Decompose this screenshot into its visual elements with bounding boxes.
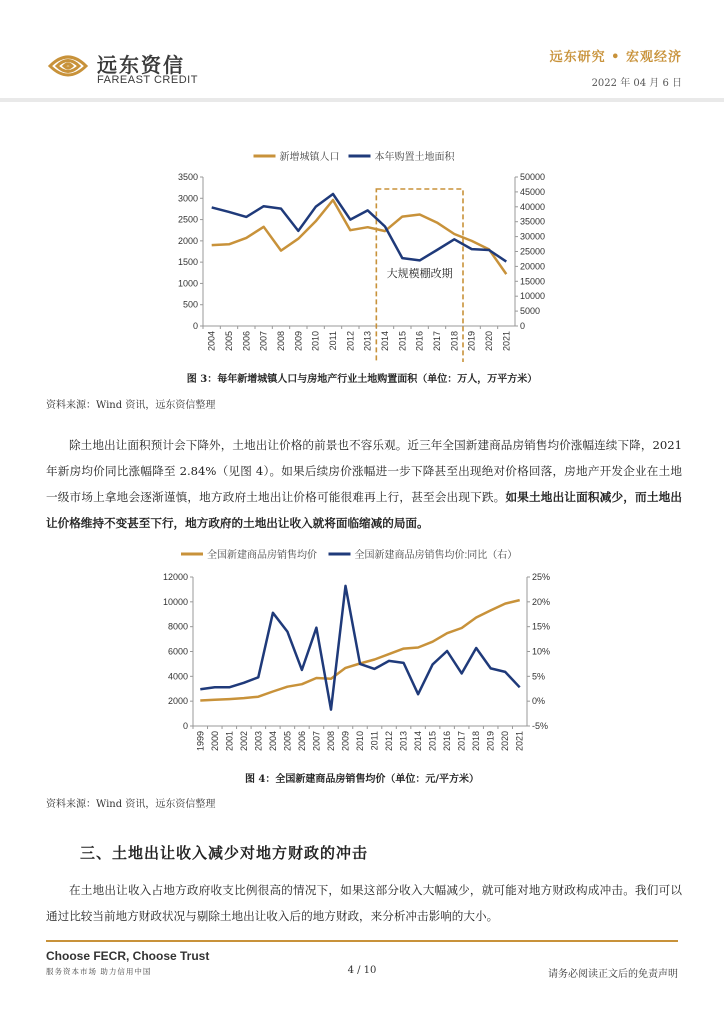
fig4-x-tick-label: 2009 [340,731,351,752]
fig4-left-tick-label: 12000 [162,572,188,582]
fig4-x-tick-label: 2008 [325,731,336,752]
figure4-caption: 图 4：全国新建商品房销售均价（单位：元/平方米） [244,774,480,785]
fig3-x-tick-label: 2018 [449,331,460,352]
fig3-x-tick-label: 2010 [310,331,321,352]
fig4-right-tick-label: 5% [532,671,546,682]
fig4-x-tick-label: 2021 [514,731,525,752]
fig3-x-tick-label: 2006 [241,331,252,352]
fig3-right-tick-label: 10000 [520,291,546,302]
fig3-left-tick-label: 0 [192,321,198,331]
header-divider [0,98,724,102]
fig4-x-tick-label: 2004 [267,731,278,752]
paragraph-land-price [46,432,682,536]
fig3-left-tick-label: 3000 [177,193,198,204]
fig4-x-tick-label: 2014 [413,731,424,752]
fig3-left-tick-label: 2500 [177,214,198,225]
fig3-x-tick-label: 2019 [466,331,477,352]
report-date: 2022 年 04 月 6 日 [591,78,682,89]
fig3-x-tick-label: 2016 [414,331,425,352]
fig3-x-tick-label: 2015 [397,331,408,352]
footer-divider [46,940,678,942]
fig3-x-tick-label: 2020 [484,331,494,352]
fig4-x-tick-label: 2007 [311,731,322,752]
fig3-right-tick-label: 25000 [520,246,546,257]
footer-subslogan: 服务资本市场 助力信用中国 [46,967,152,976]
fig3-left-tick-label: 1000 [177,278,198,289]
fig4-x-tick-label: 2020 [500,731,511,752]
section-title: 三、土地出让收入减少对地方财政的冲击 [80,844,369,862]
fig3-x-tick-label: 2009 [293,331,304,352]
fig3-x-tick-label: 2014 [380,331,390,352]
paragraph-fiscal-impact: 在土地出让收入占地方政府收支比例很高的情况下，如果这部分收入大幅减少，就可能对地方财政构成冲击。我们可以通过比较当前地方财政状况与剔除土地出让收入后的地方财政，来分析冲击影响的大小。 [46,883,682,923]
fig3-left-tick-label: 1500 [177,257,198,268]
report-series: 远东研究 • 宏观经济 [549,50,682,65]
fig4-x-tick-label: 2018 [471,731,482,752]
fig3-right-tick-label: 35000 [520,216,546,227]
fig4-x-tick-label: 2011 [369,731,380,751]
figure3-caption: 图 3：每年新增城镇人口与房地产行业土地购置面积（单位：万人，万平方米） [186,374,538,385]
fig4-left-tick-label: 2000 [167,696,188,707]
fig4-x-tick-label: 2012 [384,731,395,752]
paragraph-land-price-text: 除土地出让面积预计会下降外，土地出让价格的前景也不容乐观。近三年全国新建商品房销售均价涨幅连续下降，2021 年新房均价同比涨幅降至 2.84%（见图 4）。如果后续房价涨幅进一步下降甚至出现绝对价格回落，房地产开发企业在土地一级市场上拿地会逐渐谨慎，地方政府土地出让价格可能很难再上行，甚至会出现下跌。 [46,438,682,504]
fig3-x-tick-label: 2012 [345,331,356,352]
logo-english: FAREAST CREDIT [97,74,198,86]
fig3-x-tick-label: 2004 [206,331,217,352]
fig4-x-tick-label: 2016 [442,731,453,752]
fig3-x-tick-label: 2005 [224,331,234,352]
fig3-left-tick-label: 2000 [177,235,198,246]
fig4-x-tick-label: 2015 [427,731,438,752]
fig4-x-tick-label: 2017 [456,731,467,752]
fig3-left-tick-label: 3500 [177,172,198,182]
fig4-x-tick-label: 2013 [398,731,409,752]
fig4-left-tick-label: 8000 [167,621,188,632]
fig4-right-tick-label: 15% [532,621,551,632]
fareast-logo-icon [44,46,92,86]
footer-disclaimer: 请务必阅读正文后的免责声明 [548,969,678,980]
footer-slogan: Choose FECR, Choose Trust [46,949,210,963]
fig3-right-tick-label: 40000 [520,201,546,212]
fig4-legend-label-2: 全国新建商品房销售均价:同比（右） [354,550,518,561]
fig3-x-tick-label: 2013 [362,331,373,352]
figure3-chart [170,140,570,362]
fig4-right-tick-label: -5% [532,721,549,731]
fig4-series-line-1 [200,600,519,700]
fig3-left-tick-label: 500 [182,299,198,310]
paragraph-land-price-emphasis: 如果土地出让面积减少，而土地出让价格维持不变甚至下行，地方政府的土地出让收入就将面临缩减的局面。 [46,490,682,530]
fig4-right-tick-label: 0% [532,696,546,707]
logo-chinese: 远东资信 [97,53,185,77]
fig4-right-tick-label: 10% [532,646,551,657]
fig3-right-tick-label: 50000 [520,172,546,182]
fig3-right-tick-label: 15000 [520,276,546,287]
fig3-right-tick-label: 30000 [520,231,546,242]
fig4-right-tick-label: 25% [532,572,551,582]
fig4-x-tick-label: 2019 [485,731,496,752]
fig4-series-line-2 [200,586,519,710]
fig4-left-tick-label: 4000 [167,671,188,682]
figure3-source: 资料来源：Wind 资讯，远东资信整理 [46,400,216,411]
fig4-x-tick-label: 2006 [296,731,307,752]
fig3-right-tick-label: 5000 [520,306,541,317]
fig3-x-tick-label: 2021 [501,331,512,352]
figure4-chart [150,540,570,762]
fig4-x-tick-label: 2001 [224,731,235,752]
fig4-x-tick-label: 2000 [209,731,220,752]
fig4-x-tick-label: 2002 [238,731,249,752]
fig4-left-tick-label: 10000 [162,596,188,607]
fig3-right-tick-label: 45000 [520,186,546,197]
fig4-legend-label-1: 全国新建商品房销售均价 [207,550,317,561]
fig3-highlight-label: 大规模棚改期 [386,268,453,280]
fig4-left-tick-label: 0 [182,721,188,731]
fig4-left-tick-label: 6000 [167,646,188,657]
fig3-right-tick-label: 20000 [520,261,546,272]
fig3-x-tick-label: 2011 [328,331,338,351]
fig3-x-tick-label: 2008 [276,331,286,352]
fig3-right-tick-label: 0 [520,321,526,331]
fig4-x-tick-label: 1999 [195,731,206,752]
figure4-source: 资料来源：Wind 资讯，远东资信整理 [46,799,216,810]
fig3-legend-label-2: 本年购置土地面积 [374,152,455,163]
page-number: 4 / 10 [347,965,377,976]
fig4-x-tick-label: 2005 [282,731,293,752]
fig3-legend-label-1: 新增城镇人口 [279,152,340,163]
fig4-x-tick-label: 2010 [355,731,365,752]
fig3-x-tick-label: 2017 [432,331,442,352]
fig3-x-tick-label: 2007 [258,331,269,352]
fig4-x-tick-label: 2003 [253,731,264,752]
fig4-right-tick-label: 20% [532,596,551,607]
